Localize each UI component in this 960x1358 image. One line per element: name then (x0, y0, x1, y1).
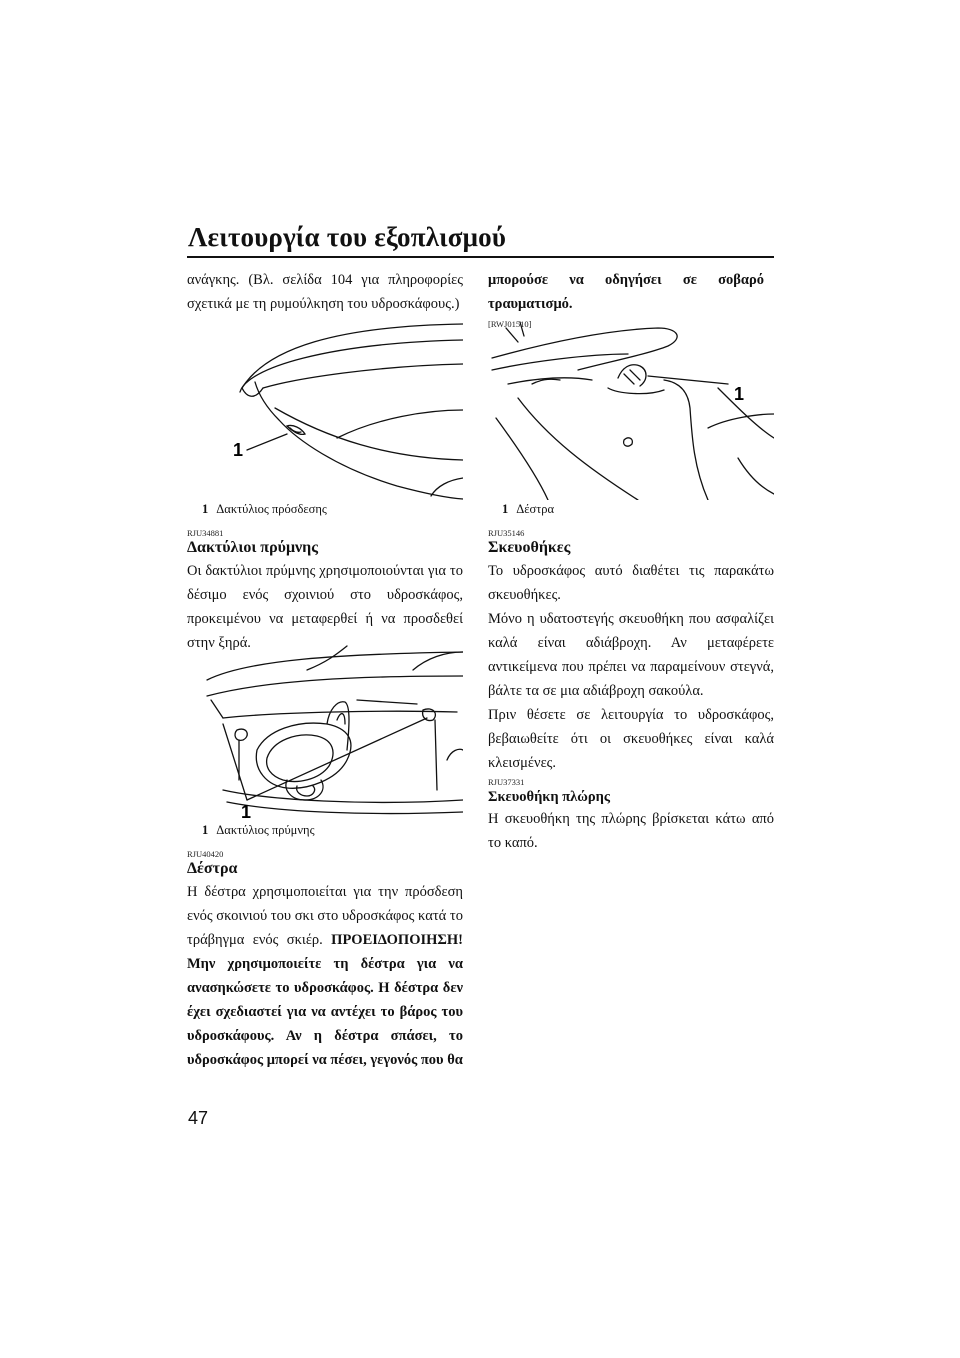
fig1-caption-text: Δακτύλιος πρόσδεσης (216, 502, 327, 516)
section-tow-hook (187, 849, 463, 1072)
page-title: Λειτουργία του εξοπλισμού (188, 222, 507, 252)
intro-paragraph: ανάγκης. (Βλ. σελίδα 104 για πληροφορίες σχετικά με τη ρυμούλκηση του υδροσκάφους.) (187, 272, 463, 312)
fig1-caption (202, 502, 327, 517)
section-storage (488, 528, 774, 855)
subsection-heading: Σκευοθήκη πλώρης (488, 789, 610, 805)
subsection-body: Η σκευοθήκη της πλώρης βρίσκεται κάτω από το καπό. (488, 811, 774, 851)
subsection-code: RJU37331 (488, 777, 525, 787)
fig3-callout: 1 (734, 384, 745, 404)
fig2-callout: 1 (241, 802, 252, 820)
figure-stern-eye (187, 640, 463, 820)
section-code: RJU34881 (187, 528, 224, 538)
section-stern-eyes (187, 528, 463, 655)
warning-code: [RWJ01510] (488, 319, 532, 329)
figure-tow-hook (488, 318, 774, 500)
fig1-callout: 1 (233, 440, 244, 460)
storage-paragraph-1: Το υδροσκάφος αυτό διαθέτει τις παρακάτω σκευοθήκες. (488, 563, 774, 603)
fig2-caption-text: Δακτύλιος πρύμνης (216, 823, 315, 837)
fig3-caption-text: Δέστρα (516, 502, 555, 516)
left-intro (187, 268, 463, 316)
fig3-caption (502, 502, 554, 517)
page-number: 47 (188, 1108, 209, 1128)
fig2-caption (202, 823, 315, 838)
section-code: RJU35146 (488, 528, 525, 538)
section-body-text: Η δέστρα χρησιμοποιείται για την πρόσδεση ενός σκοινιού του σκι στο υδροσκάφος κατά το τράβηγμα ενός σκιέρ. (187, 884, 463, 948)
header-rule (187, 256, 774, 258)
fig2-caption-number: 1 (202, 823, 209, 837)
warning-text: ΠΡΟΕΙΔΟΠΟΙΗΣΗ! Μην χρησιμοποιείτε τη δέστρα για να ανασηκώσετε το υδροσκάφος. Η δέστρα δεν έχει σχεδιαστεί για να αντέχει το βάρος του υδροσκάφους. Αν η δέστρα σπάσει, το υδροσκάφος μπορεί να πέσει, γεγονός που θα (187, 932, 463, 1068)
figure-mooring-eye (187, 318, 463, 500)
fig3-caption-number: 1 (502, 502, 509, 516)
warning-continuation: μπορούσε να οδηγήσει σε σοβαρό τραυματισμό. (488, 272, 764, 312)
section-heading: Σκευοθήκες (488, 539, 571, 556)
storage-paragraph-2: Μόνο η υδατοστεγής σκευοθήκη που ασφαλίζει καλά είναι αδιάβροχη. Αν μεταφέρετε αντικείμενα που πρέπει να παραμείνουν στεγνά, βάλτε τα σε μια αδιάβροχη σακούλα. (488, 611, 774, 699)
storage-paragraph-3: Πριν θέσετε σε λειτουργία το υδροσκάφος, βεβαιωθείτε ότι οι σκευοθήκες είναι καλά κλεισμένες. (488, 707, 774, 771)
section-heading: Δακτύλιοι πρύμνης (187, 539, 318, 556)
section-body (187, 880, 463, 1072)
section-heading: Δέστρα (187, 860, 238, 877)
fig1-caption-number: 1 (202, 502, 209, 516)
section-code: RJU40420 (187, 849, 224, 859)
section-body: Οι δακτύλιοι πρύμνης χρησιμοποιούνται για το δέσιμο ενός σχοινιού στο υδροσκάφος, προκειμένου να μεταφερθεί ή να προσδεθεί στην ξηρά. (187, 563, 463, 651)
